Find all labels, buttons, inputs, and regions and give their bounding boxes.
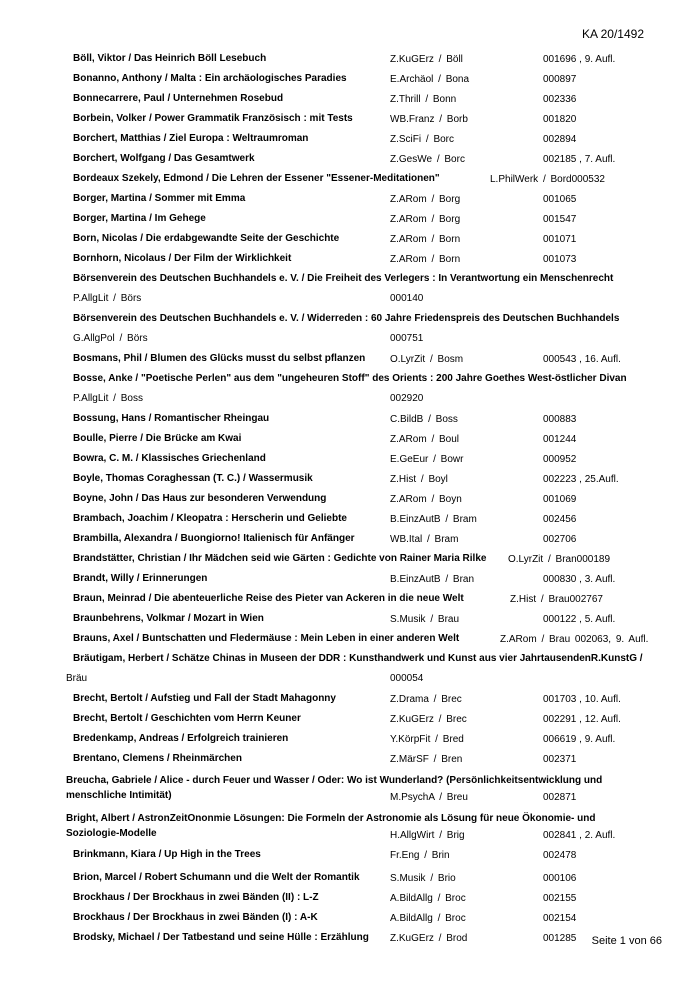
catalog-entry [0, 889, 700, 909]
entry-signature: Z.ARom / Brau 002063, 9. Aufl. [500, 634, 649, 645]
entry-signature: Bräu [66, 673, 88, 684]
catalog-entry [0, 846, 700, 866]
entry-signature: O.LyrZit / Bosm [390, 354, 464, 365]
entry-number: 002894 [543, 134, 577, 145]
entry-signature: Z.KuGErz / Böll [390, 54, 463, 65]
catalog-entry [0, 690, 700, 710]
entry-number: 002336 [543, 94, 577, 105]
entry-title: Brecht, Bertolt / Geschichten vom Herrn Keuner [73, 713, 301, 724]
entry-title: Brion, Marcel / Robert Schumann und die Welt der Romantik [73, 872, 360, 883]
entry-title: Börsenverein des Deutschen Buchhandels e. V. / Die Freiheit des Verlegers : In Verantwortung ein Menschenrecht [73, 273, 614, 284]
entry-signature: WB.Franz / Borb [390, 114, 468, 125]
catalog-entry [0, 150, 700, 170]
entry-signature: O.LyrZit / Bran000189 [508, 554, 611, 565]
entry-title: Brockhaus / Der Brockhaus in zwei Bänden (I) : A-K [73, 912, 318, 923]
entry-signature: Z.SciFi / Borc [390, 134, 455, 145]
entry-title: Breucha, Gabriele / Alice - durch Feuer und Wasser / Oder: Wo ist Wunderland? (Persönlichkeitsentwicklung und menschliche Intimität) [66, 775, 603, 801]
entry-title: Böll, Viktor / Das Heinrich Böll Lesebuch [73, 53, 267, 64]
entry-number: 002456 [543, 514, 577, 525]
catalog-entry [0, 808, 700, 846]
entry-number: 002185 , 7. Aufl. [543, 154, 616, 165]
catalog-entry [0, 130, 700, 150]
entry-signature: A.BildAllg / Broc [390, 893, 466, 904]
catalog-entry [0, 470, 700, 490]
entry-signature: E.Archäol / Bona [390, 74, 470, 85]
catalog-entry [0, 869, 700, 889]
entry-number: 002871 [543, 792, 577, 803]
catalog-entry [0, 490, 700, 510]
entry-signature: Z.ARom / Born [390, 234, 461, 245]
entry-title: Borchert, Matthias / Ziel Europa : Weltraumroman [73, 133, 309, 144]
entry-number: 002478 [543, 850, 577, 861]
entry-signature: Z.ARom / Boyn [390, 494, 462, 505]
entry-title: Bossung, Hans / Romantischer Rheingau [73, 413, 270, 424]
catalog-entry [0, 50, 700, 70]
entry-title: Brinkmann, Kiara / Up High in the Trees [73, 849, 261, 860]
entry-signature: B.EinzAutB / Bram [390, 514, 477, 525]
entry-title: Brauns, Axel / Buntschatten und Fledermäuse : Mein Leben in einer anderen Welt [73, 633, 460, 644]
entry-number: 001069 [543, 494, 577, 505]
catalog-entry [0, 710, 700, 730]
entry-signature: Y.KörpFit / Bred [390, 734, 464, 745]
entry-title: Bosmans, Phil / Blumen des Glücks musst du selbst pflanzen [73, 353, 366, 364]
catalog-entry [0, 730, 700, 750]
entry-signature: M.PsychA / Breu [390, 792, 468, 803]
entry-title: Bright, Albert / AstronZeitOnonmie Lösungen: Die Formeln der Astronomie als Lösung für neue Ökonomie- und Soziologie-Modelle [66, 813, 596, 839]
entry-number: 000883 [543, 414, 577, 425]
catalog-entry [0, 230, 700, 250]
entry-title: Bräutigam, Herbert / Schätze Chinas in Museen der DDR : Kunsthandwerk und Kunst aus vier JahrtausendenR.KunstG / [73, 653, 643, 664]
entry-number: 000751 [390, 333, 424, 344]
entry-title: Braunbehrens, Volkmar / Mozart in Wien [73, 613, 264, 624]
entry-signature: H.AllgWirt / Brig [390, 830, 465, 841]
entry-signature: Z.GesWe / Borc [390, 154, 465, 165]
entry-number: 001696 , 9. Aufl. [543, 54, 616, 65]
entry-number: 000952 [543, 454, 577, 465]
entry-signature: P.AllgLit / Börs [73, 293, 142, 304]
entry-number: 001065 [543, 194, 577, 205]
catalog-entry [0, 210, 700, 230]
entry-signature: Z.Hist / Boyl [390, 474, 448, 485]
entry-signature: Z.Hist / Brau002767 [510, 594, 603, 605]
entry-number: 001547 [543, 214, 577, 225]
entry-title: Boyne, John / Das Haus zur besonderen Verwendung [73, 493, 327, 504]
entry-title: Borger, Martina / Sommer mit Emma [73, 193, 246, 204]
entry-number: 002155 [543, 893, 577, 904]
entry-number: 000140 [390, 293, 424, 304]
entry-title: Bonanno, Anthony / Malta : Ein archäologisches Paradies [73, 73, 347, 84]
entry-signature: Fr.Eng / Brin [390, 850, 450, 861]
catalog-entry [0, 270, 700, 310]
catalog-entry [0, 630, 700, 650]
catalog-entry [0, 510, 700, 530]
entry-number: 000106 [543, 873, 577, 884]
entry-signature: Z.MärSF / Bren [390, 754, 463, 765]
entry-signature: Z.ARom / Borg [390, 214, 461, 225]
entry-title: Brambilla, Alexandra / Buongiorno! Italienisch für Anfänger [73, 533, 355, 544]
catalog-entry [0, 310, 700, 350]
document-id: KA 20/1492 [581, 27, 644, 41]
catalog-entry [0, 590, 700, 610]
entry-signature: Z.ARom / Boul [390, 434, 460, 445]
entry-title: Boyle, Thomas Coraghessan (T. C.) / Wassermusik [73, 473, 313, 484]
catalog-entry [0, 770, 700, 808]
entry-title: Bornhorn, Nicolaus / Der Film der Wirklichkeit [73, 253, 292, 264]
entry-title: Born, Nicolas / Die erdabgewandte Seite der Geschichte [73, 233, 340, 244]
catalog-entry [0, 610, 700, 630]
catalog-entry [0, 70, 700, 90]
entry-title: Braun, Meinrad / Die abenteuerliche Reise des Pieter van Ackeren in die neue Welt [73, 593, 464, 604]
page-number: Seite 1 von 66 [591, 935, 662, 947]
entry-signature: L.PhilWerk / Bord000532 [490, 174, 605, 185]
catalog-entry [0, 370, 700, 410]
catalog-entry [0, 909, 700, 929]
entry-title: Brentano, Clemens / Rheinmärchen [73, 753, 242, 764]
entry-title: Borchert, Wolfgang / Das Gesamtwerk [73, 153, 255, 164]
entry-title: Brandstätter, Christian / Ihr Mädchen seid wie Gärten : Gedichte von Rainer Maria Rilke [73, 553, 487, 564]
entry-title: Bredenkamp, Andreas / Erfolgreich trainieren [73, 733, 289, 744]
catalog-entry [0, 110, 700, 130]
catalog-entry [0, 410, 700, 430]
entry-title: Boulle, Pierre / Die Brücke am Kwai [73, 433, 242, 444]
catalog-entry [0, 550, 700, 570]
entry-signature: Z.KuGErz / Brod [390, 933, 468, 944]
entry-number: 002291 , 12. Aufl. [543, 714, 621, 725]
catalog-entry [0, 250, 700, 270]
entry-title: Bowra, C. M. / Klassisches Griechenland [73, 453, 266, 464]
entry-signature: Z.Drama / Brec [390, 694, 462, 705]
entry-signature: S.Musik / Brau [390, 614, 460, 625]
entry-number: 000543 , 16. Aufl. [543, 354, 621, 365]
catalog-list [0, 50, 700, 949]
catalog-entry [0, 570, 700, 590]
entry-number: 006619 , 9. Aufl. [543, 734, 616, 745]
entry-number: 002223 , 25.Aufl. [543, 474, 619, 485]
catalog-entry [0, 350, 700, 370]
entry-signature: A.BildAllg / Broc [390, 913, 466, 924]
entry-signature: B.EinzAutB / Bran [390, 574, 475, 585]
entry-number: 002154 [543, 913, 577, 924]
entry-title: Brambach, Joachim / Kleopatra : Herscherin und Geliebte [73, 513, 347, 524]
entry-number: 001285 [543, 933, 577, 944]
entry-title: Bordeaux Szekely, Edmond / Die Lehren der Essener "Essener-Meditationen" [73, 173, 440, 184]
entry-signature: Z.Thrill / Bonn [390, 94, 457, 105]
entry-number: 002706 [543, 534, 577, 545]
entry-title: Bonnecarrere, Paul / Unternehmen Rosebud [73, 93, 284, 104]
entry-signature: C.BildB / Boss [390, 414, 458, 425]
entry-number: 001820 [543, 114, 577, 125]
entry-number: 001703 , 10. Aufl. [543, 694, 621, 705]
entry-title: Brockhaus / Der Brockhaus in zwei Bänden (II) : L-Z [73, 892, 319, 903]
entry-title: Brodsky, Michael / Der Tatbestand und seine Hülle : Erzählung [73, 932, 369, 943]
entry-number: 000830 , 3. Aufl. [543, 574, 616, 585]
entry-signature: E.GeEur / Bowr [390, 454, 464, 465]
catalog-entry [0, 750, 700, 770]
catalog-entry [0, 170, 700, 190]
catalog-entry [0, 450, 700, 470]
entry-number: 002920 [390, 393, 424, 404]
entry-number: 002371 [543, 754, 577, 765]
entry-number: 000122 , 5. Aufl. [543, 614, 616, 625]
entry-number: 000054 [390, 673, 424, 684]
entry-title: Bosse, Anke / "Poetische Perlen" aus dem "ungeheuren Stoff" des Orients : 200 Jahre Goethes West-östlicher Divan [73, 373, 627, 384]
catalog-entry [0, 530, 700, 550]
catalog-entry [0, 90, 700, 110]
entry-number: 001244 [543, 434, 577, 445]
catalog-entry [0, 190, 700, 210]
entry-signature: Z.KuGErz / Brec [390, 714, 467, 725]
entry-signature: P.AllgLit / Boss [73, 393, 143, 404]
catalog-entry [0, 430, 700, 450]
entry-title: Börsenverein des Deutschen Buchhandels e. V. / Widerreden : 60 Jahre Friedenspreis des Deutschen Buchhandels [73, 313, 620, 324]
entry-number: 002841 , 2. Aufl. [543, 830, 616, 841]
entry-signature: Z.ARom / Borg [390, 194, 461, 205]
entry-title: Brecht, Bertolt / Aufstieg und Fall der Stadt Mahagonny [73, 693, 336, 704]
entry-number: 001073 [543, 254, 577, 265]
entry-signature: G.AllgPol / Börs [73, 333, 148, 344]
entry-signature: Z.ARom / Born [390, 254, 461, 265]
catalog-entry [0, 650, 700, 690]
entry-number: 000897 [543, 74, 577, 85]
entry-number: 001071 [543, 234, 577, 245]
entry-signature: WB.Ital / Bram [390, 534, 459, 545]
entry-title: Borger, Martina / Im Gehege [73, 213, 206, 224]
entry-title: Brandt, Willy / Erinnerungen [73, 573, 208, 584]
entry-title: Borbein, Volker / Power Grammatik Französisch : mit Tests [73, 113, 353, 124]
entry-signature: S.Musik / Brio [390, 873, 456, 884]
